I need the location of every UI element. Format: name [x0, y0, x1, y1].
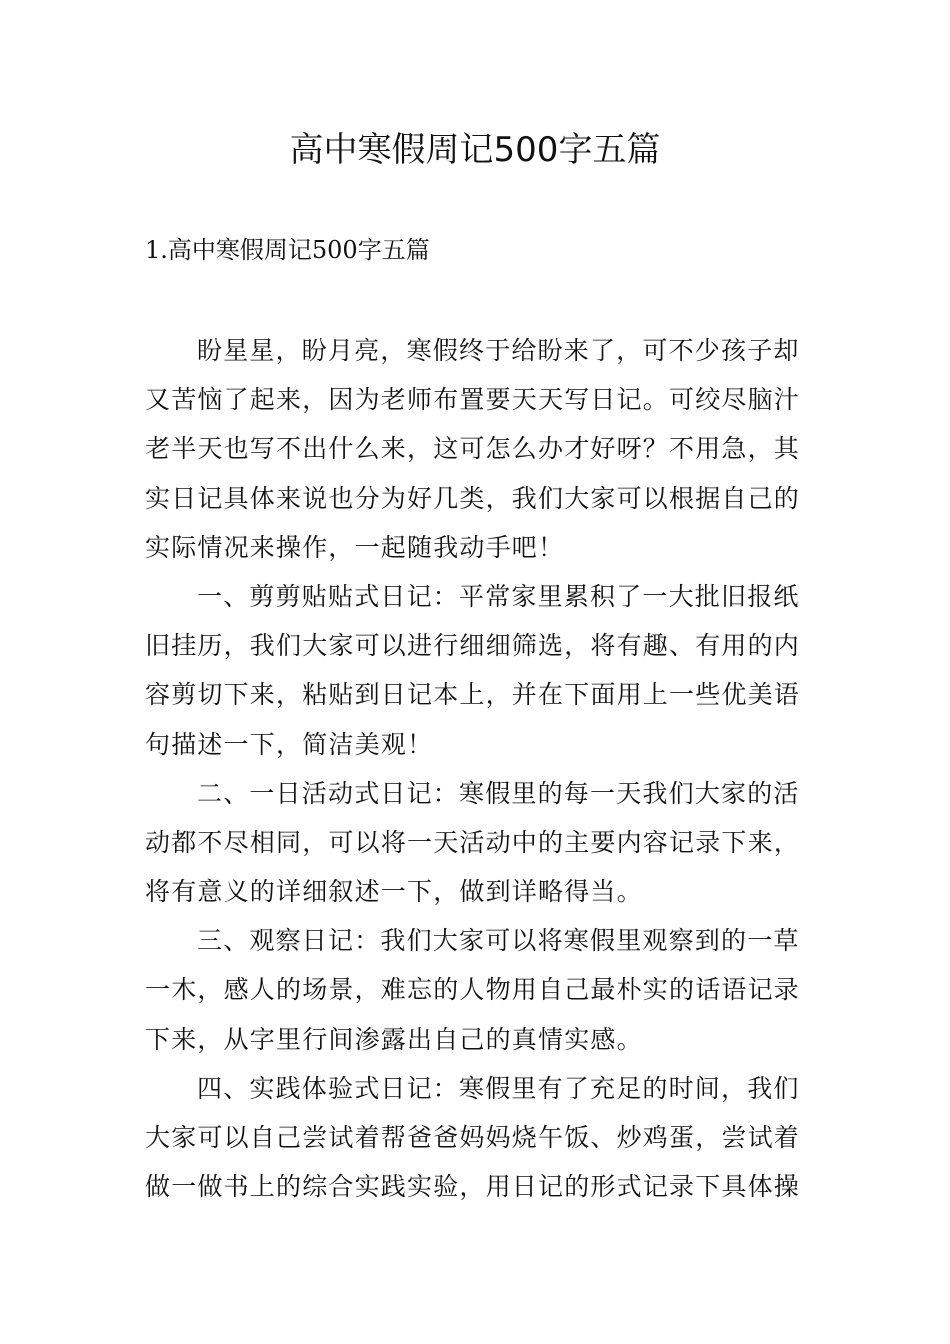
text-line: 盼星星，盼月亮，寒假终于给盼来了，可不少孩子却	[197, 336, 800, 365]
text-line: 又苦恼了起来，因为老师布置要天天写日记。可绞尽脑汁	[145, 385, 801, 415]
section-heading: 1.高中寒假周记500字五篇	[145, 236, 430, 264]
text-line: 下来，从字里行间渗露出自己的真情实感。	[145, 1024, 643, 1054]
text-line: 三、观察日记：我们大家可以将寒假里观察到的一草	[197, 926, 800, 956]
text-line: 实际情况来操作，一起随我动手吧！	[145, 532, 565, 562]
text-line: 实日记具体来说也分为好几类，我们大家可以根据自己的	[145, 483, 801, 513]
text-line: 四、实践体验式日记：寒假里有了充足的时间，我们	[197, 1073, 800, 1103]
text-line: 一、剪剪贴贴式日记：平常家里累积了一大批旧报纸	[197, 581, 800, 611]
text-line: 做一做书上的综合实践实验，用日记的形式记录下具体操	[145, 1172, 801, 1202]
text-line: 容剪切下来，粘贴到日记本上，并在下面用上一些优美语	[145, 680, 801, 710]
text-line: 二、一日活动式日记：寒假里的每一天我们大家的活	[197, 778, 800, 808]
text-line: 老半天也写不出什么来，这可怎么办才好呀？不用急，其	[145, 434, 801, 464]
text-line: 将有意义的详细叙述一下，做到详略得当。	[145, 877, 643, 907]
text-line: 旧挂历，我们大家可以进行细细筛选，将有趣、有用的内	[145, 631, 801, 661]
document-title: 高中寒假周记500字五篇	[289, 130, 661, 170]
text-line: 一木，感人的场景，难忘的人物用自己最朴实的话语记录	[145, 975, 801, 1005]
text-line: 句描述一下，简洁美观！	[145, 729, 434, 759]
body-text	[145, 326, 810, 1211]
text-line: 大家可以自己尝试着帮爸爸妈妈烧午饭、炒鸡蛋，尝试着	[145, 1123, 801, 1152]
text-line: 动都不尽相同，可以将一天活动中的主要内容记录下来，	[145, 827, 801, 857]
